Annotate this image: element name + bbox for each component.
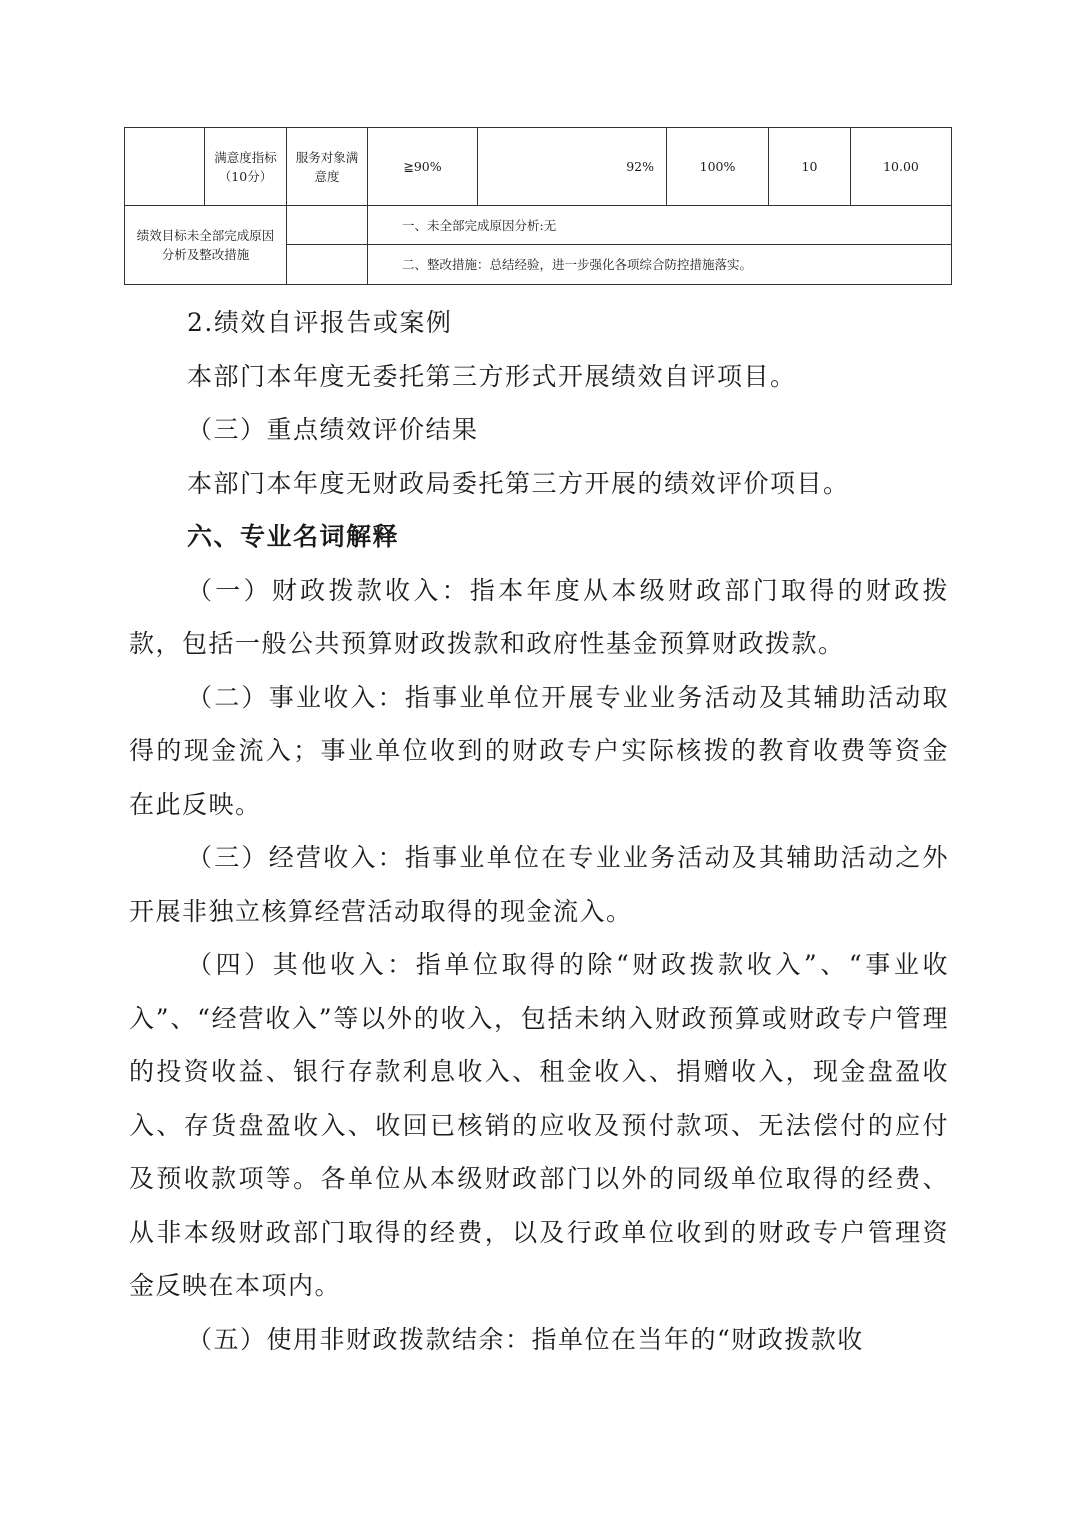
table-cell-empty xyxy=(287,206,368,245)
chapter-heading: 六、专业名词解释 xyxy=(187,522,400,551)
measures-cell: 二、整改措施：总结经验，进一步强化各项综合防控措施落实。 xyxy=(368,245,952,285)
subindicator-cell: 服务对象满意度 xyxy=(287,128,368,206)
table-row xyxy=(125,206,952,245)
paragraph: （三）经营收入：指事业单位在专业业务活动及其辅助活动之外开展非独立核算经营活动取得的现金流入。 xyxy=(129,843,949,926)
actual-cell: 92% xyxy=(478,128,667,206)
paragraph: 本部门本年度无财政局委托第三方开展的绩效评价项目。 xyxy=(187,468,850,498)
completion-cell: 100% xyxy=(667,128,769,206)
paragraph: 本部门本年度无委托第三方形式开展绩效自评项目。 xyxy=(187,361,797,391)
paragraph: （五）使用非财政拨款结余：指单位在当年的“财政拨款收 xyxy=(187,1324,864,1354)
weight-cell: 10 xyxy=(769,128,851,206)
document-body xyxy=(129,296,949,1366)
reason-cell: 一、未全部完成原因分析:无 xyxy=(368,206,952,245)
unfinished-label-cell: 绩效目标未全部完成原因分析及整改措施 xyxy=(125,206,287,285)
performance-table xyxy=(124,127,952,285)
section-heading: （三）重点绩效评价结果 xyxy=(187,415,479,444)
table-row xyxy=(125,128,952,206)
indicator-cell: 满意度指标（10分） xyxy=(205,128,287,206)
paragraph: （二）事业收入：指事业单位开展专业业务活动及其辅助活动取得的现金流入；事业单位收到的财政专户实际核拨的教育收费等资金在此反映。 xyxy=(129,682,949,819)
paragraph: （一）财政拨款收入：指本年度从本级财政部门取得的财政拨款，包括一般公共预算财政拨款和政府性基金预算财政拨款。 xyxy=(129,575,949,658)
section-heading: 2.绩效自评报告或案例 xyxy=(187,308,453,337)
paragraph: （四）其他收入：指单位取得的除“财政拨款收入”、“事业收入”、“经营收入”等以外的收入，包括未纳入财政预算或财政专户管理的投资收益、银行存款利息收入、租金收入、捐赠收入，现金盘盈收入、存货盘盈收入、收回已核销的应收及预付款项、无法偿付的应付及预收款项等。各单位从本级财政部门以外的同级单位取得的经费、从非本级财政部门取得的经费，以及行政单位收到的财政专户管理资金反映在本项内。 xyxy=(129,950,949,1300)
table-cell-empty xyxy=(287,245,368,285)
score-cell: 10.00 xyxy=(851,128,952,206)
target-cell: ≧90% xyxy=(368,128,478,206)
table-cell-empty xyxy=(125,128,205,206)
